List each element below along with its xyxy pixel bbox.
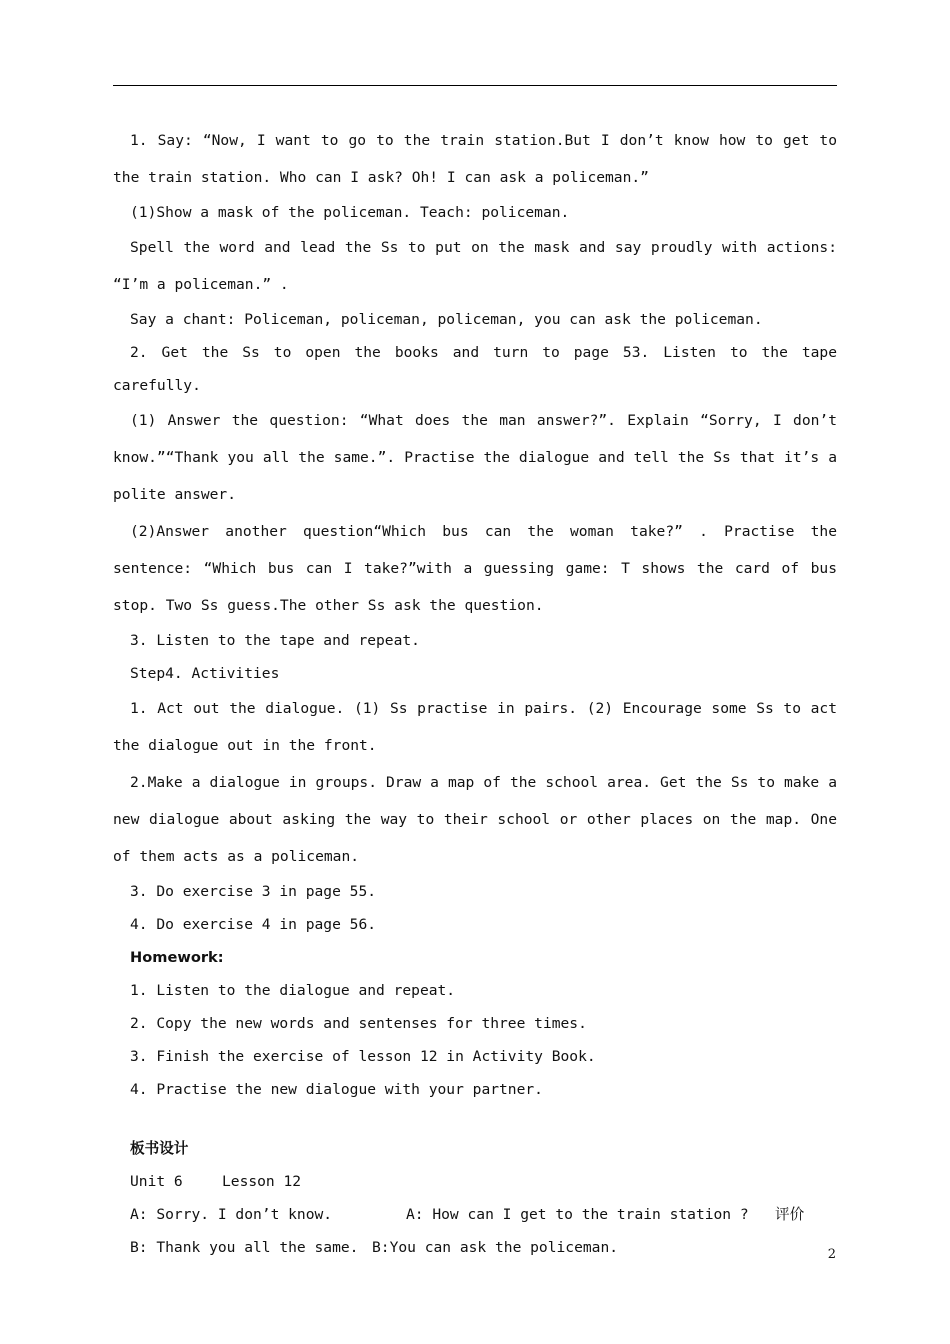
header-rule	[113, 85, 837, 86]
paragraph-6: (1) Answer the question: “What does the man answer?”. Explain “Sorry, I don’t know.”“Thank you all the same.”. Practise the dialogue and tell the Ss that it’s a polite answer.	[113, 412, 837, 503]
document-body	[113, 122, 837, 1264]
board-row1-left: A: Sorry. I don’t know.	[130, 1206, 333, 1223]
board-unit: Unit 6	[130, 1173, 183, 1190]
paragraph-7: (2)Answer another question“Which bus can the woman take?” . Practise the sentence: “Which bus can I take?”with a guessing game: T shows the card of bus stop. Two Ss guess.The other Ss ask the question.	[113, 523, 837, 614]
board-row1-mid: A: How can I get to the train station ?	[406, 1206, 749, 1223]
paragraph-4: Say a chant: Policeman, policeman, policeman, you can ask the policeman.	[130, 311, 763, 328]
homework-item: 3. Finish the exercise of lesson 12 in Activity Book.	[130, 1048, 596, 1065]
paragraph-12: 3. Do exercise 3 in page 55.	[130, 883, 377, 900]
board-lesson: Lesson 12	[222, 1173, 302, 1190]
homework-item: 4. Practise the new dialogue with your partner.	[130, 1081, 543, 1098]
paragraph-1: 1. Say: “Now, I want to go to the train station.But I don’t know how to get to the train station. Who can I ask? Oh! I can ask a policeman.”	[113, 132, 837, 186]
paragraph-10: 1. Act out the dialogue. (1) Ss practise in pairs. (2) Encourage some Ss to act the dialogue out in the front.	[113, 700, 837, 754]
board-row-2	[113, 1231, 837, 1264]
board-row-1	[113, 1198, 837, 1231]
paragraph-9: Step4. Activities	[130, 665, 280, 682]
paragraph-5: 2. Get the Ss to open the books and turn to page 53. Listen to the tape carefully.	[113, 344, 837, 394]
paragraph-2: (1)Show a mask of the policeman. Teach: policeman.	[130, 204, 570, 221]
board-row2-left: B: Thank you all the same.	[130, 1239, 359, 1256]
homework-item: 2. Copy the new words and sentenses for three times.	[130, 1015, 587, 1032]
homework-item: 1. Listen to the dialogue and repeat.	[130, 982, 456, 999]
paragraph-3: Spell the word and lead the Ss to put on the mask and say proudly with actions: “I’m a policeman.” .	[113, 239, 837, 293]
board-row2-mid: B:You can ask the policeman.	[372, 1239, 619, 1256]
homework-heading: Homework:	[130, 949, 224, 966]
paragraph-8: 3. Listen to the tape and repeat.	[130, 632, 420, 649]
paragraph-13: 4. Do exercise 4 in page 56.	[130, 916, 377, 933]
board-row1-right: 评价	[775, 1206, 805, 1223]
board-design-heading: 板书设计	[130, 1140, 189, 1157]
paragraph-11: 2.Make a dialogue in groups. Draw a map of the school area. Get the Ss to make a new dialogue about asking the way to their school or other places on the map. One of them acts as a policeman.	[113, 774, 837, 865]
board-unit-row	[113, 1165, 837, 1198]
page-number: 2	[827, 1247, 836, 1262]
